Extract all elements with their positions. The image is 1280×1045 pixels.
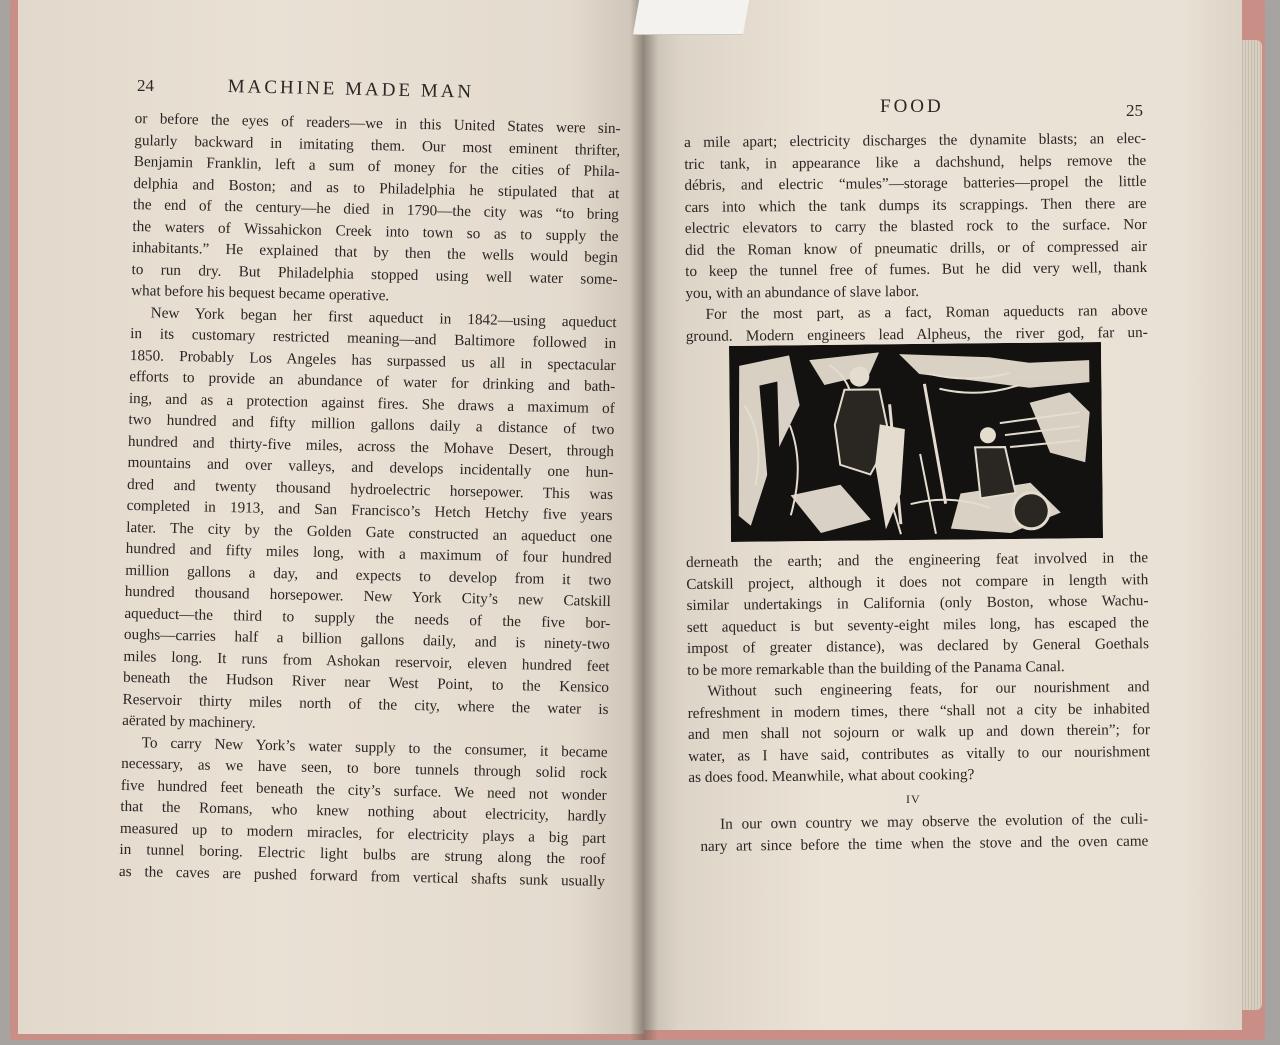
left-page-text [119,108,621,892]
text-line: derneath the earth; and the engineering feat involved in the [686,549,1149,571]
text-line: For the most part, as a fact, Roman aqueducts ran above [705,301,1148,323]
text-line: 1850. Probably Los Angeles has surpassed us all in spectacular [129,346,616,374]
text-line: million gallons a day, and expects to develop from it two [125,561,612,589]
text-line: gularly backward in imitating them. Our most eminent thrifter, [134,131,621,159]
text-line: later. The city by the Golden Gate constructed an aqueduct one [126,518,613,546]
text-line: tric tank, in appearance like a dachshund, helps remove the [684,151,1147,173]
text-line: miles long. It runs from Ashokan reservoir, eleven hundred feet [123,647,610,675]
page-edges [1240,40,1262,1010]
text-line: Without such engineering feats, for our nourishment and [707,678,1150,700]
text-line: measured up to modern miracles, for electricity plays a big part [119,819,606,847]
text-line: aërated by machinery. [121,711,256,732]
text-line: Catskill project, although it does not compare in length with [686,570,1149,593]
text-line: cars into which the tank dumps its scrappings. Then there are [684,194,1147,216]
text-line: dred and twenty thousand hydroelectric horsepower. This was [126,475,614,503]
text-line: In our own country we may observe the evolution of the culi- [720,810,1149,833]
right-page-text-section [700,809,1148,857]
text-line: what before his bequest became operative. [131,281,390,305]
section-number: IV [906,792,921,806]
text-line: as the caves are pushed forward from vertical shafts sunk usually [118,862,606,890]
text-line: did the Roman know of pneumatic drills, or of compressed air [684,237,1148,259]
text-line: Reservoir thirty miles north of the city, where the water is [122,690,609,718]
text-line: electric elevators to carry the blasted rock to the surface. Nor [684,215,1147,237]
text-line: the end of the century—he died in 1790—the city was “to bring [132,195,620,224]
left-running-head: MACHINE MADE MAN [227,76,475,103]
text-line: débris, and electric “mules”—storage batteries—propel the little [684,172,1147,194]
text-line: to keep the tunnel free of fumes. But he did very well, thank [685,258,1148,280]
text-line: aqueduct—the third to supply the needs of the five bor- [124,604,611,632]
text-line: water, as I have said, contributes as vitally to our nourishment [688,742,1151,765]
text-line: ground. Modern engineers lead Alpheus, the river god, far un- [685,323,1148,345]
text-line: inhabitants.” He explained that by then the wells would begin [131,238,619,267]
text-line: hundred thousand horsepower. New York City’s new Catskill [124,582,611,611]
text-line: or before the eyes of readers—we in this United States were sin- [134,109,621,138]
text-line: two hundred and fifty million gallons daily a distance of two [128,410,615,439]
right-page-text-bottom [686,547,1150,788]
text-line: the waters of Wissahickon Creek into town so as to supply the [132,217,619,245]
text-line: ing, and as a protection against fires. She draws a maximum of [128,389,615,417]
text-line: Benjamin Franklin, left a sum of money for the cities of Phila- [133,152,620,181]
text-line: a mile apart; electricity discharges the dynamite blasts; an elec- [684,129,1147,151]
right-page-text-top [684,128,1148,347]
text-line: hundred and fifty miles long, with a maximum of four hundred [125,539,612,568]
text-line: mountains and over valleys, and develops incidentally one hun- [127,453,614,482]
text-line: beneath the Hudson River near West Point, to the Kensico [122,668,610,697]
text-line: five hundred feet beneath the city’s surface. We need not wonder [120,776,607,804]
right-page-number: 25 [1126,101,1143,120]
text-line: necessary, as we have seen, to bore tunnels through solid rock [121,754,608,783]
text-line: you, with an abundance of slave labor. [685,282,920,302]
text-line: in tunnel boring. Electric light bulbs are strung along the roof [119,840,606,869]
book-gutter [630,0,658,1040]
left-page-number: 24 [137,76,154,95]
text-line: to be more remarkable than the building of the Panama Canal. [687,657,1065,679]
right-running-head: FOOD [880,96,944,117]
text-line: sett aqueduct is but seventy-eight miles long, has escaped the [686,613,1149,636]
woodcut-illustration [729,342,1103,542]
text-line: hundred and thirty-five miles, across the Mohave Desert, through [127,432,615,460]
text-line: impost of greater distance), was declared by General Goethals [686,635,1150,657]
text-line: delphia and Boston; and as to Philadelphia he stipulated that at [133,174,620,202]
text-line: similar undertakings in California (only Boston, whose Wachu- [686,592,1149,614]
text-line: New York began her first aqueduct in 1842—using aqueduct [150,303,617,331]
text-line: that the Romans, who knew nothing about electricity, hardly [120,797,607,826]
text-line: efforts to provide an abundance of water for drinking and bath- [129,367,616,396]
text-line: refreshment in modern times, there “shall not a city be inhabited [687,699,1150,722]
bookmark-ribbon [633,0,749,35]
text-line: as does food. Meanwhile, what about cooking? [688,765,975,786]
text-line: nary art since before the time when the stove and the oven came [700,832,1149,855]
text-line: oughs—carries half a billion gallons daily, and is ninety-two [123,625,611,654]
text-line: and men shall not sojourn or walk up and down therein”; for [687,721,1150,743]
text-line: in its customary restricted meaning—and Baltimore followed in [130,324,617,353]
text-line: To carry New York’s water supply to the consumer, it became [141,733,608,761]
text-line: completed in 1913, and San Francisco’s Hetch Hetchy five years [126,496,613,525]
text-line: to run dry. But Philadelphia stopped using well water some- [131,260,618,288]
